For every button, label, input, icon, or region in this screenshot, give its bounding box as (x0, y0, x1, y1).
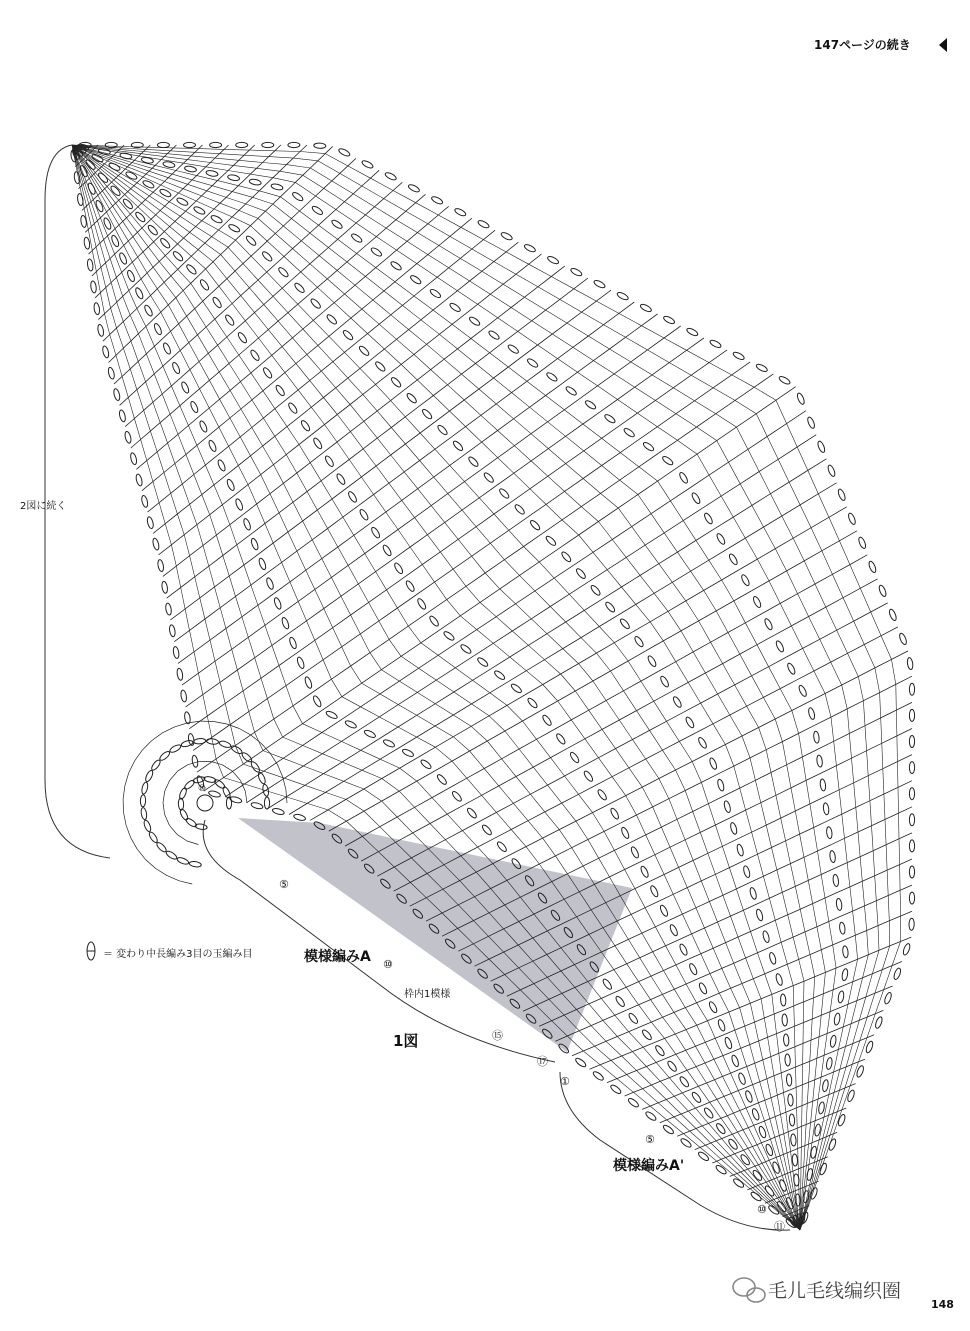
row-marker: ⑩ (198, 784, 207, 794)
row-marker: ⑤ (645, 1133, 655, 1146)
stitch-mesh (72, 145, 912, 1230)
page-number: 148 (931, 1298, 954, 1311)
watermark-text: 毛儿毛线编织圈 (768, 1280, 902, 1302)
pattern-a-title: 模様編みA (304, 949, 371, 965)
center-ring (197, 795, 213, 811)
bobble-stitch-icon (87, 942, 95, 960)
row-marker: ⑩ (383, 958, 393, 971)
row-marker: ⑰ (537, 1055, 548, 1068)
figure-label: 1図 (393, 1032, 419, 1050)
row-marker: ① (560, 1075, 570, 1088)
legend-text: ＝ 変わり中長編み3目の玉編み目 (103, 949, 253, 960)
pattern-a-prime-title: 模様編みA' (613, 1158, 685, 1174)
row-marker: ⑤ (279, 878, 289, 891)
pattern-a-repeat-note: 枠内1模様 (404, 989, 451, 1000)
row-marker: ⑩ (757, 1203, 767, 1216)
stitch-ovals (70, 142, 914, 1229)
wechat-icon (733, 1278, 765, 1302)
row-marker: ⑮ (492, 1029, 503, 1042)
row-marker: ⑪ (774, 1220, 785, 1233)
left-triangle-icon (939, 38, 947, 52)
side-note: 2図に続く (20, 501, 67, 512)
continue-note: 147ページの続き (814, 38, 911, 52)
